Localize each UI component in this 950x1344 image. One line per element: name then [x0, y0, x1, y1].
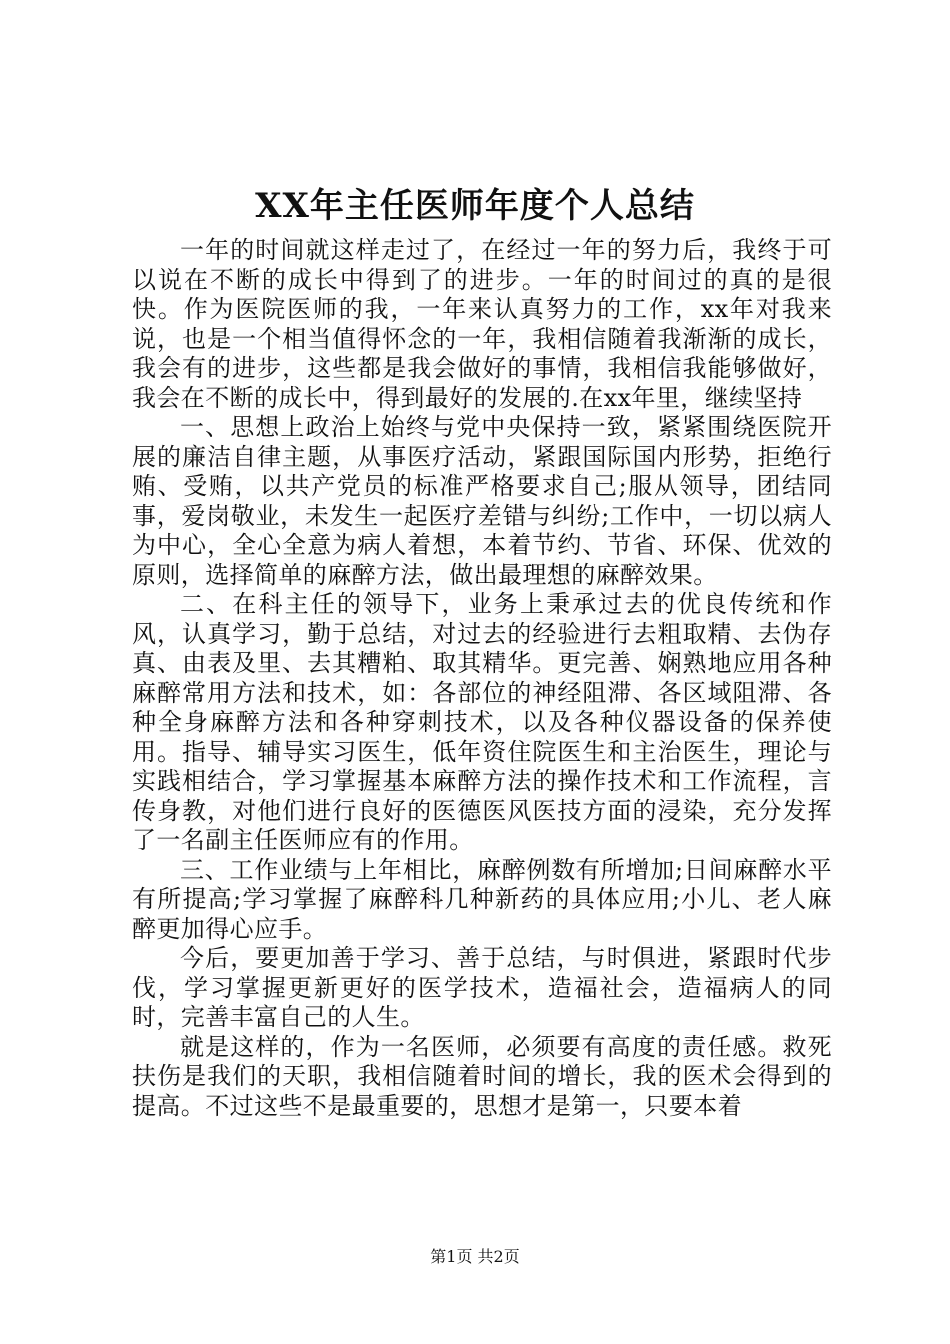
document-title: XX年主任医师年度个人总结: [255, 186, 695, 226]
document-body: [132, 236, 832, 1121]
paragraph-politics: 一、思想上政治上始终与党中央保持一致，紧紧围绕医院开展的廉洁自律主题，从事医疗活动，紧跟国际国内形势，拒绝行贿、受贿，以共产党员的标准严格要求自己;服从领导，团结同事，爱岗敬业，未发生一起医疗差错与纠纷;工作中，一切以病人为中心，全心全意为病人着想，本着节约、节省、环保、优效的原则，选择简单的麻醉方法，做出最理想的麻醉效果。: [132, 413, 832, 589]
paragraph-performance: 三、工作业绩与上年相比，麻醉例数有所增加;日间麻醉水平有所提高;学习掌握了麻醉科几种新药的具体应用;小儿、老人麻醉更加得心应手。: [132, 855, 832, 943]
paragraph-future: 今后，要更加善于学习、善于总结，与时俱进，紧跟时代步伐，学习掌握更新更好的医学技术，造福社会，造福病人的同时，完善丰富自己的人生。: [132, 944, 832, 1031]
paragraph-intro: 一年的时间就这样走过了，在经过一年的努力后，我终于可以说在不断的成长中得到了的进步。一年的时间过的真的是很快。作为医院医师的我，一年来认真努力的工作，xx年对我来说，也是一个相当值得怀念的一年，我相信随着我渐渐的成长，我会有的进步，这些都是我会做好的事情，我相信我能够做好，我会在不断的成长中，得到最好的发展的.在xx年里，继续坚持: [132, 236, 832, 412]
page-number-footer: 第1页 共2页: [430, 1247, 520, 1266]
paragraph-responsibility: 就是这样的，作为一名医师，必须要有高度的责任感。救死扶伤是我们的天职，我相信随着时间的增长，我的医术会得到的提高。不过这些不是最重要的，思想才是第一，只要本着: [132, 1032, 832, 1120]
paragraph-professional: 二、在科主任的领导下，业务上秉承过去的优良传统和作风，认真学习，勤于总结，对过去的经验进行去粗取精、去伪存真、由表及里、去其糟粕、取其精华。更完善、娴熟地应用各种麻醉常用方法和技术，如：各部位的神经阻滞、各区域阻滞、各种全身麻醉方法和各种穿刺技术，以及各种仪器设备的保养使用。指导、辅导实习医生，低年资住院医生和主治医生，理论与实践相结合，学习掌握基本麻醉方法的操作技术和工作流程，言传身教，对他们进行良好的医德医风医技方面的浸染，充分发挥了一名副主任医师应有的作用。: [132, 590, 832, 854]
